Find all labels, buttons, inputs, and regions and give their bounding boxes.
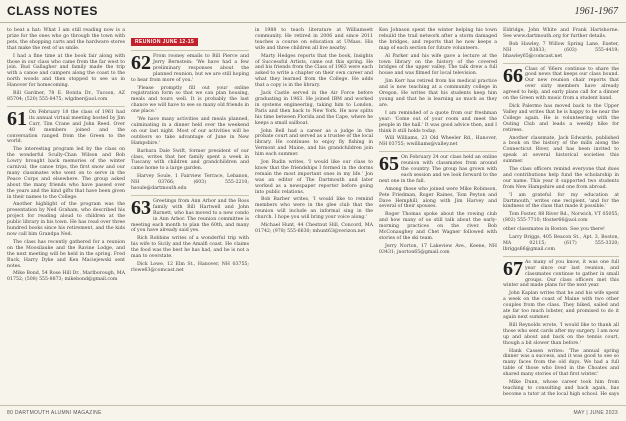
divider [379, 151, 497, 152]
note-paragraph: On February 18 the class of 1961 had its annual virtual meeting hosted by Jim Carr, Tim Crane and John Reed. Over 40 members joined and the conversation ranged from the Green to the world. [7, 109, 125, 145]
divider [131, 50, 249, 51]
class-year-number: 65 [379, 153, 399, 176]
page-footer [0, 405, 626, 421]
class-section [255, 28, 373, 235]
class-section [7, 106, 125, 283]
note-paragraph: Jon Rudin writes, 'I would like our class to know that the friendships I formed in the dorms remain the most important ones in my life.' Jon was an editor of The Dartmouth and later worked as a newspaper reporter before going into public relations. [255, 160, 373, 195]
divider [131, 195, 249, 196]
note-paragraph: Bill Reynolds wrote, 'I would like to thank all those who sent cards after my surgery. I am now up and about and back on the tennis court, though a bit slower than before.' [503, 322, 619, 346]
note-paragraph: Another classmate, Jack Edwards, published a book on the history of the mills along the Connecticut River, and has been invited to speak at several historical societies this summer. [503, 135, 619, 165]
note-paragraph: in 1988 to teach literature at Williamsett community. He retired in 2006 and since 2011 teaches a course on education at UMass. His wife and three children all live nearby. [255, 28, 373, 51]
note-paragraph: 'We have many activities and meals planned, culminating in a dinner held over the weekend on our last night. Most of our activities will be outdoors so take advantage of June in New Hampshire.' [131, 117, 249, 146]
note-paragraph: I am reminded of a quote from our freshman year: 'Come out of your room and meet the people in the hall.' It was good advice then, and I think it still holds today. [379, 110, 497, 134]
note-paragraph: Larry Briggs, 405 Beacon St., Apt. 3, Boston, MA 02115; (617) 555-3320; lbriggs66@gmail.com [503, 235, 619, 252]
note-paragraph: Will Williams, 23 Old Wheeler Rd., Hanover, NH 03755; wwilliams@valley.net [379, 136, 497, 148]
class-section [131, 195, 249, 274]
note-paragraph: Class of '66ers continue to share the good news that keeps our class bound. Our new reunion chair reports that over sixty members have already agreed to help, and early plans call for a dinner on the Green with music from a student band. [503, 66, 619, 102]
note-paragraph: Roger Thomas spoke about the rowing club and how many of us still talk about the early-morning practices on the river. Bob McConaughey and Chet Wagner followed with stories of the ski team. [379, 212, 497, 241]
note-paragraph: Barbara Dale Swift, former president of our class, writes that her family spent a week in Tuscany with children and grandchildren and came home to a large garden. [131, 148, 249, 172]
note-paragraph: Al Parker and his wife gave a lecture at the town library on the history of the covered bridges of the upper valley. The talk drew a full house and was filmed for local television. [379, 53, 497, 77]
class-section [131, 50, 249, 192]
note-paragraph: 'Please promptly fill out your online registration form so that we can plan housing, meals and tours well. It is probably the last chance we will have to see so many old friends in one place.' [131, 85, 249, 115]
note-paragraph: John Bell had a career as a judge in the probate court and served as a trustee of the local library. He continues to enjoy fly fishing in Vermont and Maine, and his grandchildren join him each summer. [255, 128, 373, 158]
column-3 [255, 25, 373, 397]
footer-issue-date: MAY | JUNE 2023 [573, 410, 618, 416]
divider [7, 106, 125, 107]
class-section [503, 227, 619, 253]
note-paragraph: Bill Gardner, 78 E. Bonita Dr., Tucson, AZ 85704; (520) 555-8475; wlgdner@aol.com [7, 91, 125, 102]
note-paragraph: Bob Hawley, 7 Willow Spring Lane, Exeter, NH 03833; (603) 555-4419; bhawley65@comcast.net [503, 41, 619, 59]
note-paragraph: Dick Palermo has moved back to the Upper Valley and writes that he is happy to be near the College again. He is volunteering with the Outing Club and leads a weekly hike for retirees. [503, 103, 619, 133]
note-paragraph: The class officers remind everyone that dues and contributions help fund the scholarship in our name. This year it supported two students from New Hampshire and one from abroad. [503, 167, 619, 190]
note-paragraph: Harvey Soule, 1 Fairview Terrace, Lebanon, NH 03766; (603) 555-2210; hsoule@dartmouth.edu [131, 174, 249, 192]
divider [503, 256, 619, 257]
class-section [131, 28, 249, 47]
note-paragraph: Michael Hunt, 44 Chestnut Hill, Concord, MA 01742; (978) 555-6630; mhunt63@verizon.net [255, 223, 373, 234]
note-paragraph: The class has recently gathered for a reunion on the Moosilauke and the Ravine Lodge, and the next meeting will be held in the spring. Fred Buck, Harry Dyke and Ken Maciejewski sent notes. [7, 239, 125, 269]
note-paragraph: Jerry Norton, 17 Lakeview Ave., Keene, NH 03431; jnorton65@gmail.com [379, 243, 497, 255]
column-5 [503, 25, 619, 397]
note-paragraph: Rich Robbins writes of a wonderful trip with his wife to Sicily and the Amalfi coast. He claims the food was the best he has had, and he is not a man to overstate. [131, 236, 249, 260]
column-1 [7, 25, 125, 397]
note-paragraph: From rooney emails to Bill Pierce and Jerry Bernstein: 'We have had a few preliminary responses about the planned reunion, but we are still hoping to hear from more of you.' [131, 54, 249, 83]
note-paragraph: Tom Foster, 88 River Rd., Norwich, VT 05055; (802) 555-7710; tfoster66@aol.com [503, 212, 619, 224]
note-paragraph: Jack Castle served in the Air Force before graduating in 1963. He joined IBM and worked in systems engineering, taking him to London, Paris and then back to New York. He now splits his time between Florida and the Cape, where he keeps a small sailboat. [255, 91, 373, 126]
note-paragraph: Jim Kerr has retired from his medical practice and is now teaching at a community college in Oregon. He writes that his students keep him young and that he is learning as much as they are. [379, 79, 497, 108]
footer-publication: 80 DARTMOUTH ALUMNI MAGAZINE [7, 410, 102, 416]
class-year-number: 66 [503, 64, 523, 87]
class-section [379, 151, 497, 256]
note-paragraph: Hank Cassen writes: 'The annual spring dinner was a success, and it was good to see so many faces from the old days. We had a full table of those who lived in the Choates and shared many stories of that first winter.' [503, 348, 619, 378]
note-paragraph: other classmates in Boston. See you there! [503, 227, 605, 233]
note-paragraph: 'I am grateful for my education at Dartmouth,' writes one recipient, 'and for the kindness of the class that made it possible.' [503, 192, 619, 210]
divider [503, 63, 619, 64]
class-section [7, 28, 125, 103]
page-header [0, 0, 626, 23]
note-paragraph: Among those who joined were Mike Robinson, Pete Friedman, Roger Raines, Tom Peyton and Dave Hemphill, along with Jim Harvey and several of their spouses. [379, 186, 497, 210]
note-paragraph: to beat a hat: What I am still reading now is a prize for the ones who go through the town with pets, the shopping carts and the hardware stores that make the rest of us smile. [7, 28, 125, 51]
note-paragraph: Mike Bond, 54 Rose Hill Dr., Marlborough, MA 01752; (508) 555-8873; mikebond@gmail.com [7, 271, 125, 283]
note-paragraph: On February 24 our class held an online reunion with classmates from around the country. The group has grown with each session and we look forward to the next one in the fall. [379, 155, 497, 184]
section-title: CLASS NOTES [7, 4, 98, 18]
note-paragraph: The interesting program led by the class on the wonderful Scully-Chan Wilson and Bob Lowry brought back memories of the winter carnival, the canoe trips, the first snow and our many classmates who went on to serve in the Peace Corps and elsewhere. The group asked about the many friends who have passed over the years and the kind gifts that have been given in their names to the College. [7, 147, 125, 200]
note-paragraph: Bob Barber writes, 'I would like to remind members who were in the glee club that the reunion will include an informal sing in the church. I hope you will bring your voice along.' [255, 197, 373, 221]
note-paragraph: As many of you know, it was one full year since our last reunion, and classmates continue to gather in small groups. Our class officers met this winter and made plans for the next year. [503, 259, 619, 289]
reunion-banner: REUNION JUNE 12-15 [131, 38, 198, 46]
note-paragraph: Marty Hedges reports that the book, Insights of Successful Artists, came out this spring. He and his friends from the Class of 1963 were each asked to write a chapter on their own career and what they learned from the College. He adds that a copy is in the library. [255, 53, 373, 89]
class-section [503, 256, 619, 397]
class-year-range: 1961-1967 [574, 6, 618, 17]
note-paragraph: Ken Johnson spent the winter helping his town rebuild the trail network after a storm damaged the bridges, and reports that he now keeps a map of each section for future volunteers. [379, 28, 497, 51]
class-year-number: 67 [503, 257, 523, 280]
class-section [503, 63, 619, 225]
note-paragraph: Mike Dunn, whose career took him from teaching to consulting and back again, has become a tutor at the local high school. He says [503, 380, 619, 397]
note-paragraph: I had a fine time at the book fair along with those in our class who came from the far west to join. Bud Gallagher and family made the trip with a canoe and campers along the coast to the north woods and then stopped to see us in Hanover for homecoming. [7, 53, 125, 89]
note-paragraph: Greetings from Ann Arbor and the Ross family with Bill Hartwell and John Barnett, who has moved to a new condo in Ann Arbor. The reunion committee is meeting each month to plan the 60th, and many of you have already said yes. [131, 198, 249, 234]
class-year-number: 61 [7, 107, 27, 130]
note-paragraph: Eldridge, John White and Frank Hartshorne. See www.dartmouth.org for further details. [503, 28, 619, 39]
class-section [503, 28, 619, 60]
note-paragraph: John Kaplan writes that he and his wife spent a week on the coast of Maine with two other couples from the class. They hiked, sailed and ate far too much lobster, and promised to do it again next summer. [503, 291, 619, 320]
column-2 [131, 25, 249, 397]
note-paragraph: Dick Lowe, 12 Elm St., Hanover, NH 03755; rlowe63@comcast.net [131, 262, 249, 273]
column-4 [379, 25, 497, 397]
class-section [379, 28, 497, 148]
class-year-number: 63 [131, 196, 151, 219]
class-year-number: 62 [131, 52, 151, 74]
note-paragraph: Another highlight of the program was the presentation by Ned Graham, who described his project for reading aloud to children at the public library in his town. He has read over three hundred books since his retirement, and the kids now call him Grandpa Ned. [7, 202, 125, 237]
